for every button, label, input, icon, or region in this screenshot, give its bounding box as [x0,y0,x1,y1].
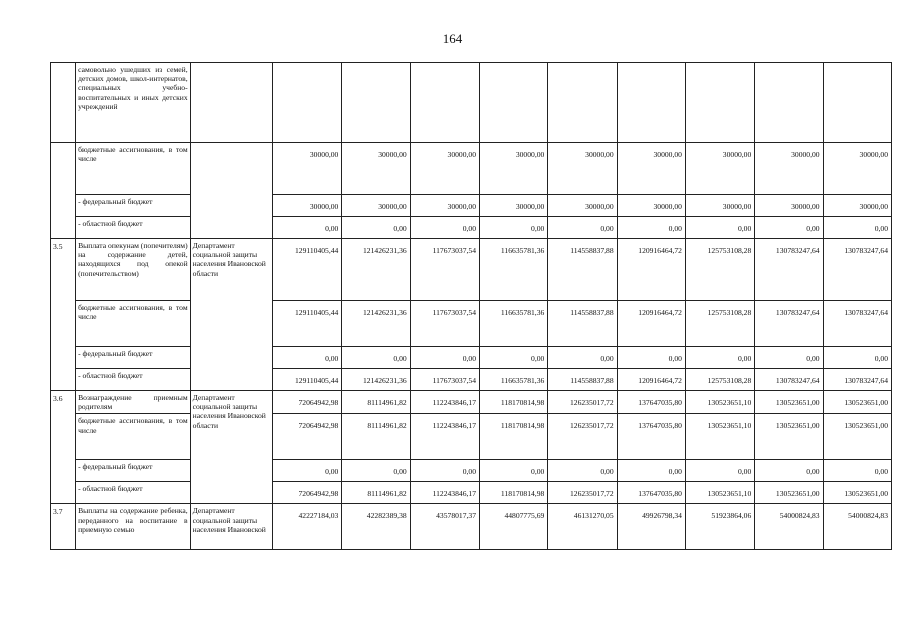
value-cell: 129110405,44 [273,301,342,347]
value-cell: 116635781,36 [480,239,548,301]
row-code-cell: 3.7 [51,504,76,550]
value-cell: 30000,00 [617,143,685,195]
value-cell: 0,00 [617,460,685,482]
value-cell: 30000,00 [755,195,823,217]
value-cell [273,63,342,143]
value-cell: 0,00 [342,347,410,369]
row-name-cell: - областной бюджет [76,369,191,391]
value-cell: 130783247,64 [823,239,891,301]
value-cell: 46131270,05 [548,504,617,550]
value-cell: 54000824,83 [755,504,823,550]
page-number: 164 [442,31,463,46]
value-cell: 30000,00 [548,143,617,195]
value-cell: 125753108,28 [685,301,754,347]
value-cell: 130523651,00 [823,482,891,504]
value-cell: 0,00 [685,347,754,369]
value-cell: 30000,00 [410,143,479,195]
row-name-cell: бюджетные ассигнования, в том числе [76,301,191,347]
row-dept-cell: Департамент социальной защиты населения Ивановской [190,504,272,550]
value-cell: 0,00 [410,460,479,482]
value-cell: 42282389,38 [342,504,410,550]
value-cell: 0,00 [548,217,617,239]
row-code-cell [51,143,76,239]
value-cell: 72064942,98 [273,391,342,414]
value-cell: 30000,00 [273,195,342,217]
value-cell: 125753108,28 [685,239,754,301]
value-cell: 81114961,82 [342,391,410,414]
value-cell: 114558837,88 [548,369,617,391]
row-name-cell: - областной бюджет [76,482,191,504]
value-cell: 121426231,36 [342,369,410,391]
row-name-cell: Выплата опекунам (попечителям) на содержание детей, находящихся под опекой (попечительством) [76,239,191,301]
value-cell: 118170814,98 [480,391,548,414]
table-row [51,391,892,414]
value-cell: 117673037,54 [410,239,479,301]
value-cell: 0,00 [342,460,410,482]
value-cell: 0,00 [685,217,754,239]
value-cell: 118170814,98 [480,414,548,460]
value-cell: 130523651,00 [755,482,823,504]
row-name-cell: - федеральный бюджет [76,195,191,217]
row-name-cell: самовольно ушедших из семей, детских домов, школ-интернатов, специальных учебно-воспитательных и иных детских учреждений [76,63,191,143]
value-cell: 30000,00 [755,143,823,195]
value-cell: 121426231,36 [342,301,410,347]
value-cell: 44807775,69 [480,504,548,550]
row-dept-cell [190,63,272,143]
value-cell: 0,00 [273,460,342,482]
value-cell: 30000,00 [823,143,891,195]
value-cell: 0,00 [823,460,891,482]
table-row [51,482,892,504]
table-row [51,63,892,143]
table-row [51,217,892,239]
budget-table [50,62,892,550]
value-cell: 0,00 [480,347,548,369]
row-name-cell: бюджетные ассигнования, в том числе [76,414,191,460]
row-name-cell: Выплаты на содержание ребенка, переданного на воспитание в приемную семью [76,504,191,550]
value-cell: 42227184,03 [273,504,342,550]
row-code-cell: 3.6 [51,391,76,504]
value-cell: 112243846,17 [410,482,479,504]
value-cell: 129110405,44 [273,369,342,391]
value-cell: 130783247,64 [755,301,823,347]
value-cell: 114558837,88 [548,239,617,301]
row-dept-cell [190,143,272,239]
value-cell: 125753108,28 [685,369,754,391]
value-cell: 81114961,82 [342,414,410,460]
value-cell: 0,00 [755,217,823,239]
value-cell [617,63,685,143]
row-name-cell: - федеральный бюджет [76,460,191,482]
table-row [51,504,892,550]
row-name-cell: Вознаграждение приемным родителям [76,391,191,414]
value-cell: 137647035,80 [617,391,685,414]
value-cell: 130523651,00 [755,391,823,414]
value-cell: 30000,00 [685,195,754,217]
value-cell [823,63,891,143]
value-cell: 0,00 [617,347,685,369]
value-cell: 0,00 [823,347,891,369]
value-cell: 51923864,06 [685,504,754,550]
row-name-cell: - областной бюджет [76,217,191,239]
value-cell: 81114961,82 [342,482,410,504]
value-cell: 0,00 [617,217,685,239]
value-cell: 49926798,34 [617,504,685,550]
value-cell: 120916464,72 [617,369,685,391]
table-row [51,195,892,217]
value-cell: 126235017,72 [548,391,617,414]
value-cell: 130523651,00 [755,414,823,460]
value-cell: 0,00 [685,460,754,482]
value-cell: 30000,00 [480,195,548,217]
value-cell: 30000,00 [480,143,548,195]
value-cell: 112243846,17 [410,391,479,414]
value-cell: 130523651,10 [685,482,754,504]
value-cell: 126235017,72 [548,414,617,460]
value-cell: 130783247,64 [823,301,891,347]
value-cell: 43578017,37 [410,504,479,550]
row-dept-cell: Департамент социальной защиты населения Ивановской области [190,391,272,504]
value-cell [410,63,479,143]
value-cell: 126235017,72 [548,482,617,504]
table-row [51,414,892,460]
value-cell: 137647035,80 [617,482,685,504]
value-cell: 114558837,88 [548,301,617,347]
value-cell: 0,00 [823,217,891,239]
value-cell: 0,00 [755,347,823,369]
value-cell: 0,00 [480,460,548,482]
value-cell: 0,00 [755,460,823,482]
value-cell: 130783247,64 [755,239,823,301]
value-cell: 54000824,83 [823,504,891,550]
value-cell: 0,00 [480,217,548,239]
table-row [51,301,892,347]
value-cell: 30000,00 [823,195,891,217]
value-cell: 121426231,36 [342,239,410,301]
value-cell: 30000,00 [685,143,754,195]
value-cell: 72064942,98 [273,414,342,460]
value-cell: 30000,00 [410,195,479,217]
value-cell: 0,00 [548,460,617,482]
table-row [51,460,892,482]
row-code-cell [51,63,76,143]
value-cell [480,63,548,143]
value-cell: 30000,00 [273,143,342,195]
value-cell: 0,00 [410,347,479,369]
value-cell: 118170814,98 [480,482,548,504]
value-cell: 0,00 [273,217,342,239]
value-cell [342,63,410,143]
value-cell: 120916464,72 [617,301,685,347]
value-cell: 0,00 [273,347,342,369]
value-cell: 130523651,00 [823,414,891,460]
value-cell [755,63,823,143]
value-cell: 0,00 [548,347,617,369]
value-cell: 129110405,44 [273,239,342,301]
table-row [51,239,892,301]
value-cell: 130523651,10 [685,391,754,414]
value-cell: 30000,00 [342,195,410,217]
value-cell: 137647035,80 [617,414,685,460]
value-cell: 120916464,72 [617,239,685,301]
value-cell: 0,00 [342,217,410,239]
value-cell: 30000,00 [548,195,617,217]
value-cell: 30000,00 [342,143,410,195]
value-cell: 116635781,36 [480,301,548,347]
value-cell [548,63,617,143]
value-cell: 116635781,36 [480,369,548,391]
row-name-cell: - федеральный бюджет [76,347,191,369]
value-cell: 130783247,64 [755,369,823,391]
row-name-cell: бюджетные ассигнования, в том числе [76,143,191,195]
value-cell: 117673037,54 [410,301,479,347]
value-cell: 0,00 [410,217,479,239]
value-cell: 130523651,00 [823,391,891,414]
table-row [51,143,892,195]
value-cell: 112243846,17 [410,414,479,460]
value-cell: 30000,00 [617,195,685,217]
value-cell: 130783247,64 [823,369,891,391]
table-row [51,369,892,391]
value-cell [685,63,754,143]
row-code-cell: 3.5 [51,239,76,391]
value-cell: 130523651,10 [685,414,754,460]
row-dept-cell: Департамент социальной защиты населения Ивановской области [190,239,272,391]
value-cell: 72064942,98 [273,482,342,504]
value-cell: 117673037,54 [410,369,479,391]
table-row [51,347,892,369]
